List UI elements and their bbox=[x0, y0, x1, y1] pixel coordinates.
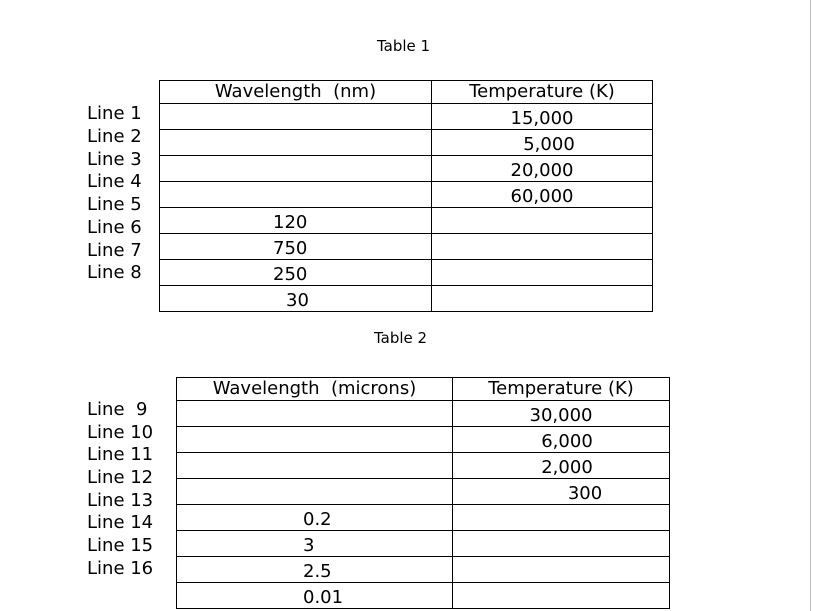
wavelength-cell[interactable]: 30 bbox=[160, 286, 432, 312]
table-header-row bbox=[160, 81, 653, 104]
temperature-cell[interactable] bbox=[453, 531, 670, 557]
wavelength-cell[interactable]: 0.01 bbox=[177, 583, 453, 609]
table-2-row-label: Line 10 bbox=[87, 422, 154, 443]
page-edge-rule bbox=[810, 0, 811, 611]
temperature-cell[interactable]: 2,000 bbox=[453, 453, 670, 479]
table-2-row-label: Line 11 bbox=[87, 444, 154, 465]
table-row bbox=[160, 104, 653, 130]
wavelength-cell[interactable] bbox=[160, 156, 432, 182]
temperature-cell[interactable] bbox=[432, 234, 653, 260]
wavelength-cell[interactable] bbox=[160, 182, 432, 208]
table-2-row-label: Line 16 bbox=[87, 558, 154, 579]
table-row bbox=[160, 208, 653, 234]
temperature-header: Temperature (K) bbox=[432, 81, 653, 104]
table-row bbox=[160, 286, 653, 312]
table-header-row bbox=[177, 378, 670, 401]
temperature-cell[interactable] bbox=[453, 505, 670, 531]
table-row bbox=[177, 557, 670, 583]
wavelength-cell[interactable] bbox=[177, 479, 453, 505]
temperature-cell[interactable] bbox=[453, 557, 670, 583]
wavelength-cell[interactable] bbox=[177, 453, 453, 479]
wavelength-cell[interactable] bbox=[177, 427, 453, 453]
table-1-row-label: Line 6 bbox=[87, 217, 142, 238]
table-row bbox=[160, 130, 653, 156]
table-1-row-label: Line 7 bbox=[87, 240, 142, 261]
temperature-cell[interactable]: 20,000 bbox=[432, 156, 653, 182]
table-row bbox=[160, 156, 653, 182]
temperature-cell[interactable]: 300 bbox=[453, 479, 670, 505]
temperature-cell[interactable]: 6,000 bbox=[453, 427, 670, 453]
table-2 bbox=[176, 377, 670, 609]
table-2-row-label: Line 14 bbox=[87, 512, 154, 533]
table-row bbox=[177, 427, 670, 453]
table-row bbox=[177, 505, 670, 531]
wavelength-cell[interactable] bbox=[177, 401, 453, 427]
table-row bbox=[177, 531, 670, 557]
wavelength-cell[interactable]: 2.5 bbox=[177, 557, 453, 583]
table-row bbox=[177, 583, 670, 609]
table-1-caption: Table 1 bbox=[377, 37, 431, 55]
table-1-row-label: Line 1 bbox=[87, 103, 142, 124]
temperature-cell[interactable] bbox=[432, 260, 653, 286]
wavelength-cell[interactable]: 250 bbox=[160, 260, 432, 286]
table-1-row-label: Line 4 bbox=[87, 171, 142, 192]
table-2-row-label: Line 9 bbox=[87, 399, 148, 420]
table-row bbox=[160, 234, 653, 260]
temperature-cell[interactable]: 30,000 bbox=[453, 401, 670, 427]
table-row bbox=[177, 401, 670, 427]
table-row bbox=[160, 182, 653, 208]
table-row bbox=[160, 260, 653, 286]
wavelength-header: Wavelength (nm) bbox=[160, 81, 432, 104]
temperature-cell[interactable] bbox=[432, 208, 653, 234]
table-1-row-label: Line 2 bbox=[87, 126, 142, 147]
table-2-caption: Table 2 bbox=[374, 329, 428, 347]
wavelength-cell[interactable]: 750 bbox=[160, 234, 432, 260]
table-2-row-label: Line 15 bbox=[87, 535, 154, 556]
table-row bbox=[177, 479, 670, 505]
temperature-cell[interactable]: 15,000 bbox=[432, 104, 653, 130]
table-1 bbox=[159, 80, 653, 312]
temperature-header: Temperature (K) bbox=[453, 378, 670, 401]
wavelength-cell[interactable]: 0.2 bbox=[177, 505, 453, 531]
table-2-row-label: Line 12 bbox=[87, 467, 154, 488]
temperature-cell[interactable] bbox=[453, 583, 670, 609]
temperature-cell[interactable]: 5,000 bbox=[432, 130, 653, 156]
temperature-cell[interactable] bbox=[432, 286, 653, 312]
wavelength-cell[interactable]: 3 bbox=[177, 531, 453, 557]
table-1-row-label: Line 5 bbox=[87, 194, 142, 215]
wavelength-cell[interactable] bbox=[160, 130, 432, 156]
table-row bbox=[177, 453, 670, 479]
table-2-row-label: Line 13 bbox=[87, 490, 154, 511]
wavelength-header: Wavelength (microns) bbox=[177, 378, 453, 401]
wavelength-cell[interactable] bbox=[160, 104, 432, 130]
table-1-row-label: Line 8 bbox=[87, 262, 142, 283]
temperature-cell[interactable]: 60,000 bbox=[432, 182, 653, 208]
wavelength-cell[interactable]: 120 bbox=[160, 208, 432, 234]
table-1-row-label: Line 3 bbox=[87, 149, 142, 170]
